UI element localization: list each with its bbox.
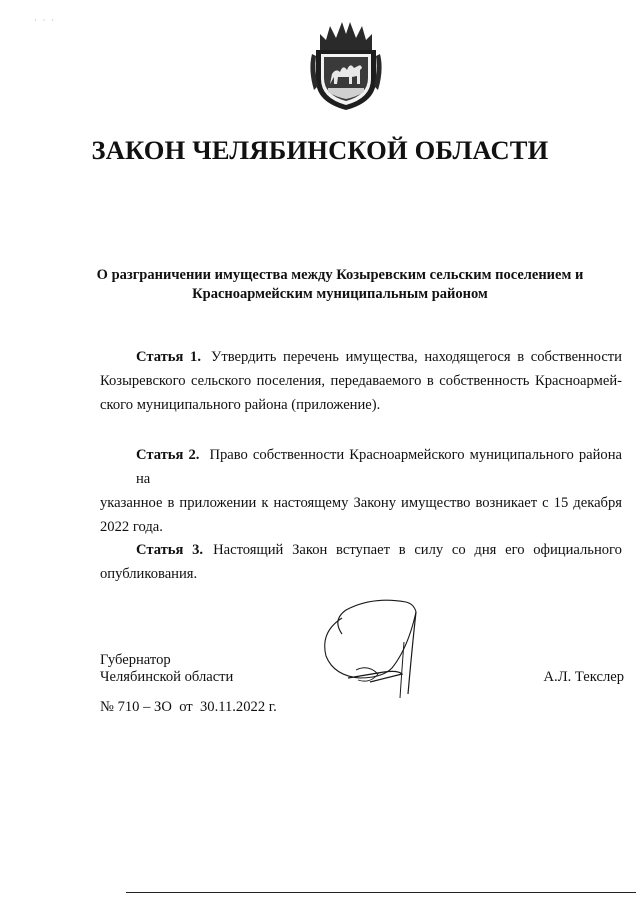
article-text-continued: опубликования. (100, 566, 198, 582)
article-label: Статья 3. (136, 542, 204, 558)
coat-of-arms-icon (306, 20, 386, 112)
document-subtitle (60, 266, 620, 304)
scan-corner-mark: · · · (34, 16, 56, 25)
document-title: ЗАКОН ЧЕЛЯБИНСКОЙ ОБЛАСТИ (91, 135, 549, 165)
signatory-role (100, 652, 233, 686)
article-first-line (100, 345, 622, 369)
article-first-line (100, 538, 622, 562)
article-text-continued: Козыревского сельского поселения, передаваемого в собственность Красноармей-ского муниципального района (приложение). (100, 373, 622, 413)
signatory-role-line: Губернатор (100, 652, 171, 668)
subtitle-line: Красноармейским муниципальным районом (192, 286, 488, 302)
subtitle-line: О разграничении имущества между Козыревским сельским поселением и (96, 267, 584, 283)
article-text-continued: указанное в приложении к настоящему Закону имущество возникает с 15 декабря 2022 года. (100, 495, 622, 535)
article-1 (100, 345, 622, 417)
signatory-role-line: Челябинской области (100, 669, 234, 685)
article-first-line (100, 443, 622, 491)
handwritten-signature (312, 598, 428, 714)
article-label: Статья 1. (136, 349, 201, 365)
article-text: Утвердить перечень имущества, находящегося в собственности (210, 349, 622, 365)
article-text: Настоящий Закон вступает в силу со дня его официального (213, 542, 622, 558)
signatory-name: А.Л. Текслер (543, 669, 624, 685)
footer-divider (126, 892, 636, 893)
article-label: Статья 2. (136, 447, 200, 463)
document-number: № 710 – ЗО от 30.11.2022 г. (100, 699, 277, 715)
article-3 (100, 538, 622, 586)
article-text: Право собственности Красноармейского муниципального района на (136, 447, 622, 487)
article-2 (100, 443, 622, 539)
